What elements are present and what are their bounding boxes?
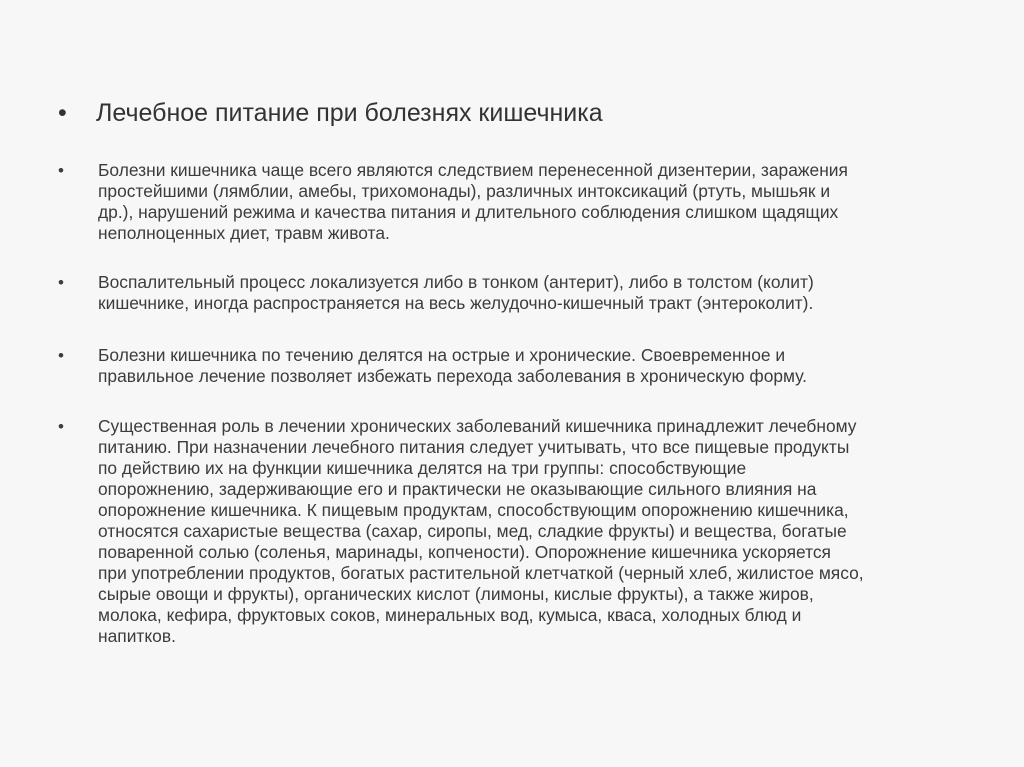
text-line: неполноценных диет, травм живота. bbox=[98, 223, 390, 243]
text-line: Воспалительный процесс локализуется либо в тонком (антерит), либо в толстом (колит) bbox=[98, 272, 814, 292]
text-line: молока, кефира, фруктовых соков, минеральных вод, кумыса, кваса, холодных блюд и bbox=[98, 605, 802, 625]
text-line: опорожнение кишечника. К пищевым продуктам, способствующим опорожнению кишечника, bbox=[98, 500, 849, 520]
bullet-icon: • bbox=[58, 161, 64, 180]
paragraph-text bbox=[98, 345, 807, 387]
bullet-icon: • bbox=[58, 417, 64, 436]
bullet-icon: • bbox=[58, 346, 64, 365]
bullet-icon: • bbox=[58, 273, 64, 292]
text-line: относятся сахаристые вещества (сахар, сиропы, мед, сладкие фрукты) и вещества, богатые bbox=[98, 521, 847, 541]
text-line: питанию. При назначении лечебного питания следует учитывать, что все пищевые продукты bbox=[98, 437, 850, 457]
text-line: по действию их на функции кишечника делятся на три группы: способствующие bbox=[98, 458, 747, 478]
text-line: Болезни кишечника по течению делятся на острые и хронические. Своевременное и bbox=[98, 345, 786, 365]
paragraph-text bbox=[98, 272, 814, 314]
text-line: простейшими (лямблии, амебы, трихомонады), различных интоксикаций (ртуть, мышьяк и bbox=[98, 181, 831, 201]
text-line: кишечнике, иногда распространяется на весь желудочно-кишечный тракт (энтероколит). bbox=[98, 293, 814, 313]
bullet-icon: • bbox=[58, 99, 67, 127]
text-line: напитков. bbox=[98, 626, 176, 646]
text-line: др.), нарушений режима и качества питания и длительного соблюдения слишком щадящих bbox=[98, 202, 839, 222]
paragraph-text bbox=[98, 416, 864, 647]
slide-title-text: Лечебное питание при болезнях кишечника bbox=[96, 99, 603, 127]
text-line: поваренной солью (соленья, маринады, копчености). Опорожнение кишечника ускоряется bbox=[98, 542, 831, 562]
text-line: при употреблении продуктов, богатых растительной клетчаткой (черный хлеб, жилистое мясо, bbox=[98, 563, 864, 583]
text-line: Существенная роль в лечении хронических заболеваний кишечника принадлежит лечебному bbox=[98, 416, 857, 436]
text-line: сырые овощи и фрукты), органических кислот (лимоны, кислые фрукты), а также жиров, bbox=[98, 584, 814, 604]
text-line: опорожнению, задерживающие его и практически не оказывающие сильного влияния на bbox=[98, 479, 817, 499]
paragraph-text bbox=[98, 160, 848, 244]
text-line: Болезни кишечника чаще всего являются следствием перенесенной дизентерии, заражения bbox=[98, 160, 848, 180]
text-line: правильное лечение позволяет избежать перехода заболевания в хроническую форму. bbox=[98, 366, 807, 386]
